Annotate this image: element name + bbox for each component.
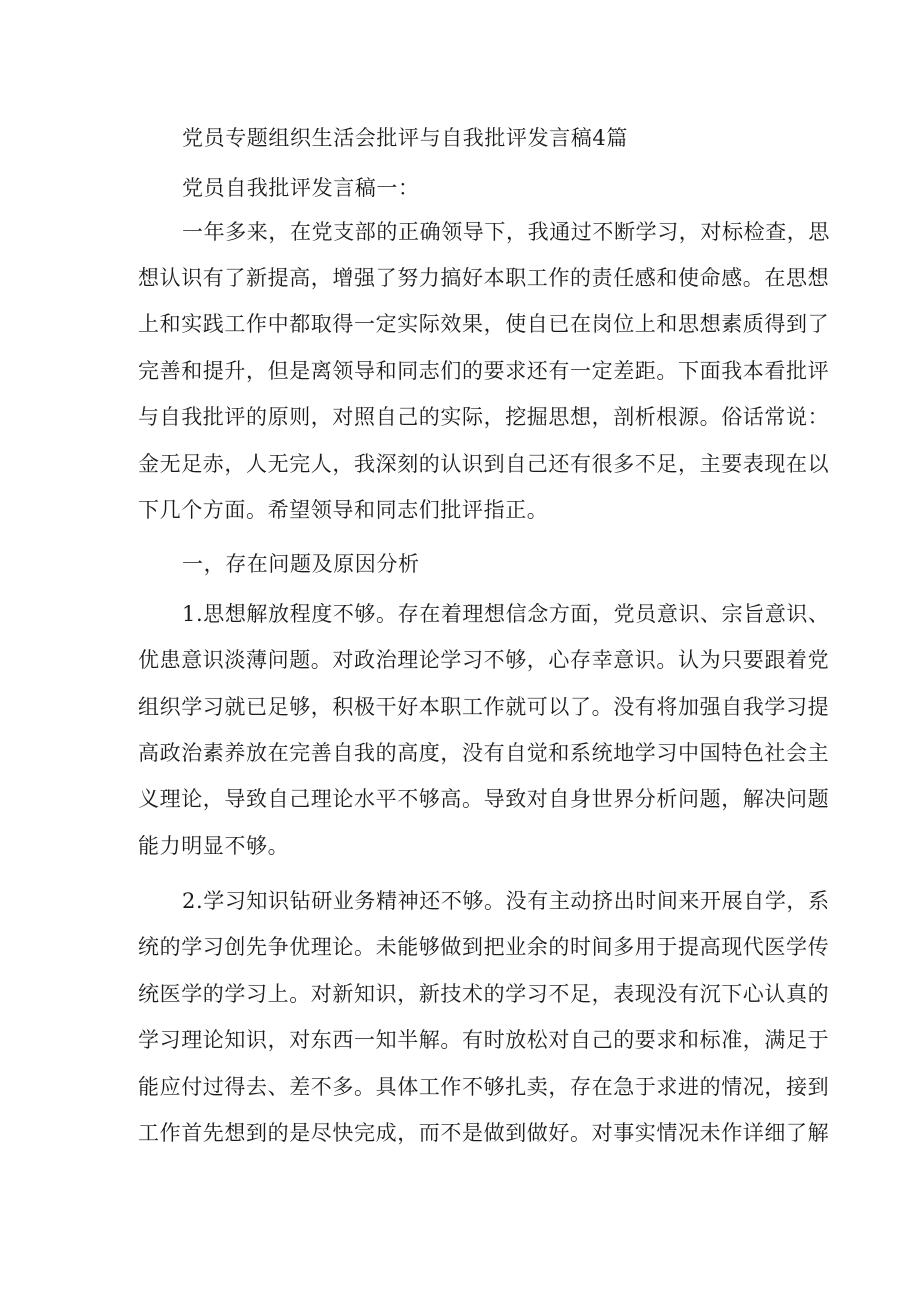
list-item-line: 组织学习就已足够，积极干好本职工作就可以了。没有将加强自我学习提 bbox=[138, 695, 830, 719]
paragraph-line: 想认识有了新提高，增强了努力搞好本职工作的责任感和使命感。在思想 bbox=[138, 266, 830, 290]
list-item-line: 优患意识淡薄问题。对政治理论学习不够，心存幸意识。认为只要跟着党 bbox=[138, 648, 830, 672]
paragraph-line: 下几个方面。希望领导和同志们批评指正。 bbox=[138, 498, 549, 522]
list-item-line: 能应付过得去、差不多。具体工作不够扎卖，存在急于求进的情况，接到 bbox=[138, 1075, 830, 1099]
list-item-line: 学习理论知识，对东西一知半解。有时放松对自己的要求和标准，满足于 bbox=[138, 1028, 830, 1052]
list-item-line: 工作首先想到的是尽快完成，而不是做到做好。对事实情况未作详细了解 bbox=[138, 1121, 830, 1145]
document-subtitle: 党员自我批评发言稿一： bbox=[182, 176, 420, 200]
paragraph-line: 上和实践工作中都取得一定实际效果，使自已在岗位上和思想素质得到了 bbox=[138, 312, 830, 336]
document-title: 党员专题组织生活会批评与自我批评发言稿4篇 bbox=[182, 126, 628, 150]
paragraph-line: 一年多来，在党支部的正确领导下，我通过不断学习，对标检查，思 bbox=[182, 220, 830, 244]
list-item-line: 统医学的学习上。对新知识，新技术的学习不足，表现没有沉下心认真的 bbox=[138, 982, 830, 1006]
paragraph-line: 金无足赤，人无完人，我深刻的认识到自己还有很多不足，主要表现在以 bbox=[138, 452, 830, 476]
list-item-line: 义理论，导致自己理论水平不够高。导致对自身世界分析问题，解决问题 bbox=[138, 787, 830, 811]
list-item-line: 2.学习知识钻研业务精神还不够。没有主动挤出时间来开展自学，系 bbox=[182, 889, 830, 913]
section-heading: 一，存在问题及原因分析 bbox=[182, 552, 420, 576]
paragraph-line: 完善和提升，但是离领导和同志们的要求还有一定差距。下面我本看批评 bbox=[138, 359, 830, 383]
list-item-line: 1.思想解放程度不够。存在着理想信念方面，党员意识、宗旨意识、 bbox=[182, 602, 830, 626]
list-item-line: 能力明显不够。 bbox=[138, 834, 290, 858]
paragraph-line: 与自我批评的原则，对照自己的实际，挖掘思想，剖析根源。俗话常说： bbox=[138, 405, 830, 429]
list-item-line: 高政治素养放在完善自我的高度，没有自觉和系统地学习中国特色社会主 bbox=[138, 741, 830, 765]
list-item-line: 统的学习创先争优理论。未能够做到把业余的时间多用于提高现代医学传 bbox=[138, 935, 830, 959]
